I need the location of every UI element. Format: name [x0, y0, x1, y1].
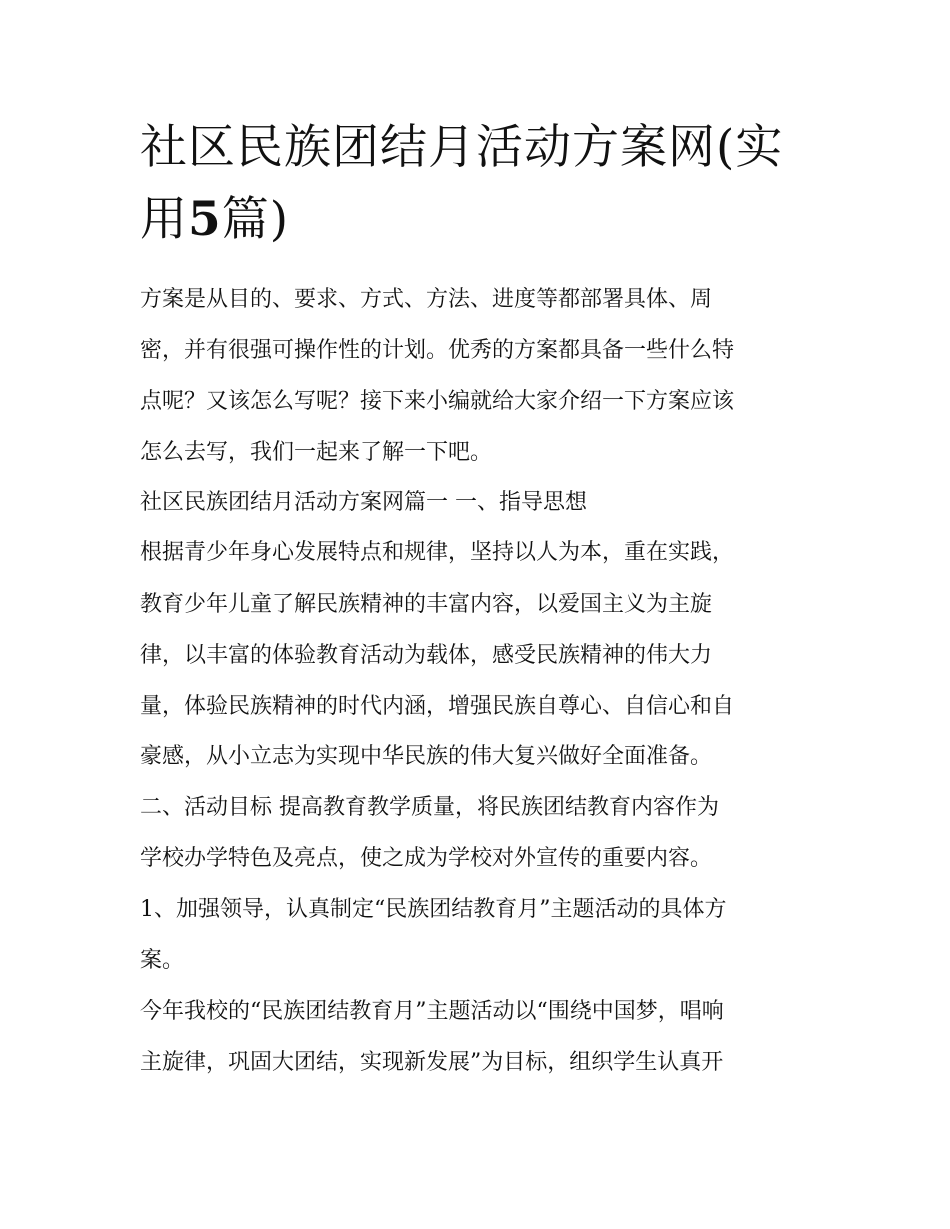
body-line-14: 今年我校的“民族团结教育月”主题活动以“围绕中国梦，唱响: [140, 999, 724, 1024]
body-line-5: 根据青少年身心发展特点和规律，坚持以人为本，重在实践，: [140, 540, 735, 565]
body-line-1: 方案是从目的、要求、方式、方法、进度等都部署具体、周: [140, 287, 713, 312]
title-line-2-start: 用: [140, 192, 188, 247]
body-line-6: 教育少年儿童了解民族精神的丰富内容，以爱国主义为主旋: [140, 592, 713, 617]
body-line-15: 主旋律，巩固大团结，实现新发展”为目标，组织学生认真开: [140, 1050, 724, 1075]
body-line-3: 点呢？又该怎么写呢？接下来小编就给大家介绍一下方案应该: [140, 389, 735, 414]
document-title: [140, 112, 820, 256]
title-line-2-number: 5: [188, 192, 222, 247]
section-heading-1: 社区民族团结月活动方案网篇一 一、指导思想: [140, 490, 587, 515]
title-line-1: 社区民族团结月活动方案网(实: [140, 120, 784, 175]
body-line-2: 密，并有很强可操作性的计划。优秀的方案都具备一些什么特: [140, 338, 735, 363]
body-line-7: 律，以丰富的体验教育活动为载体，感受民族精神的伟大力: [140, 643, 713, 668]
body-line-9: 豪感，从小立志为实现中华民族的伟大复兴做好全面准备。: [140, 744, 713, 769]
body-line-12: 1、加强领导，认真制定“民族团结教育月”主题活动的具体方: [140, 897, 727, 922]
body-line-4: 怎么去写，我们一起来了解一下吧。: [140, 440, 493, 465]
body-line-8: 量，体验民族精神的时代内涵，增强民族自尊心、自信心和自: [140, 694, 735, 719]
title-line-2-end: 篇): [221, 192, 290, 247]
body-line-11: 学校办学特色及亮点，使之成为学校对外宣传的重要内容。: [140, 846, 713, 871]
body-line-10: 二、活动目标 提高教育教学质量，将民族团结教育内容作为: [140, 795, 719, 820]
body-line-13: 案。: [140, 948, 185, 973]
